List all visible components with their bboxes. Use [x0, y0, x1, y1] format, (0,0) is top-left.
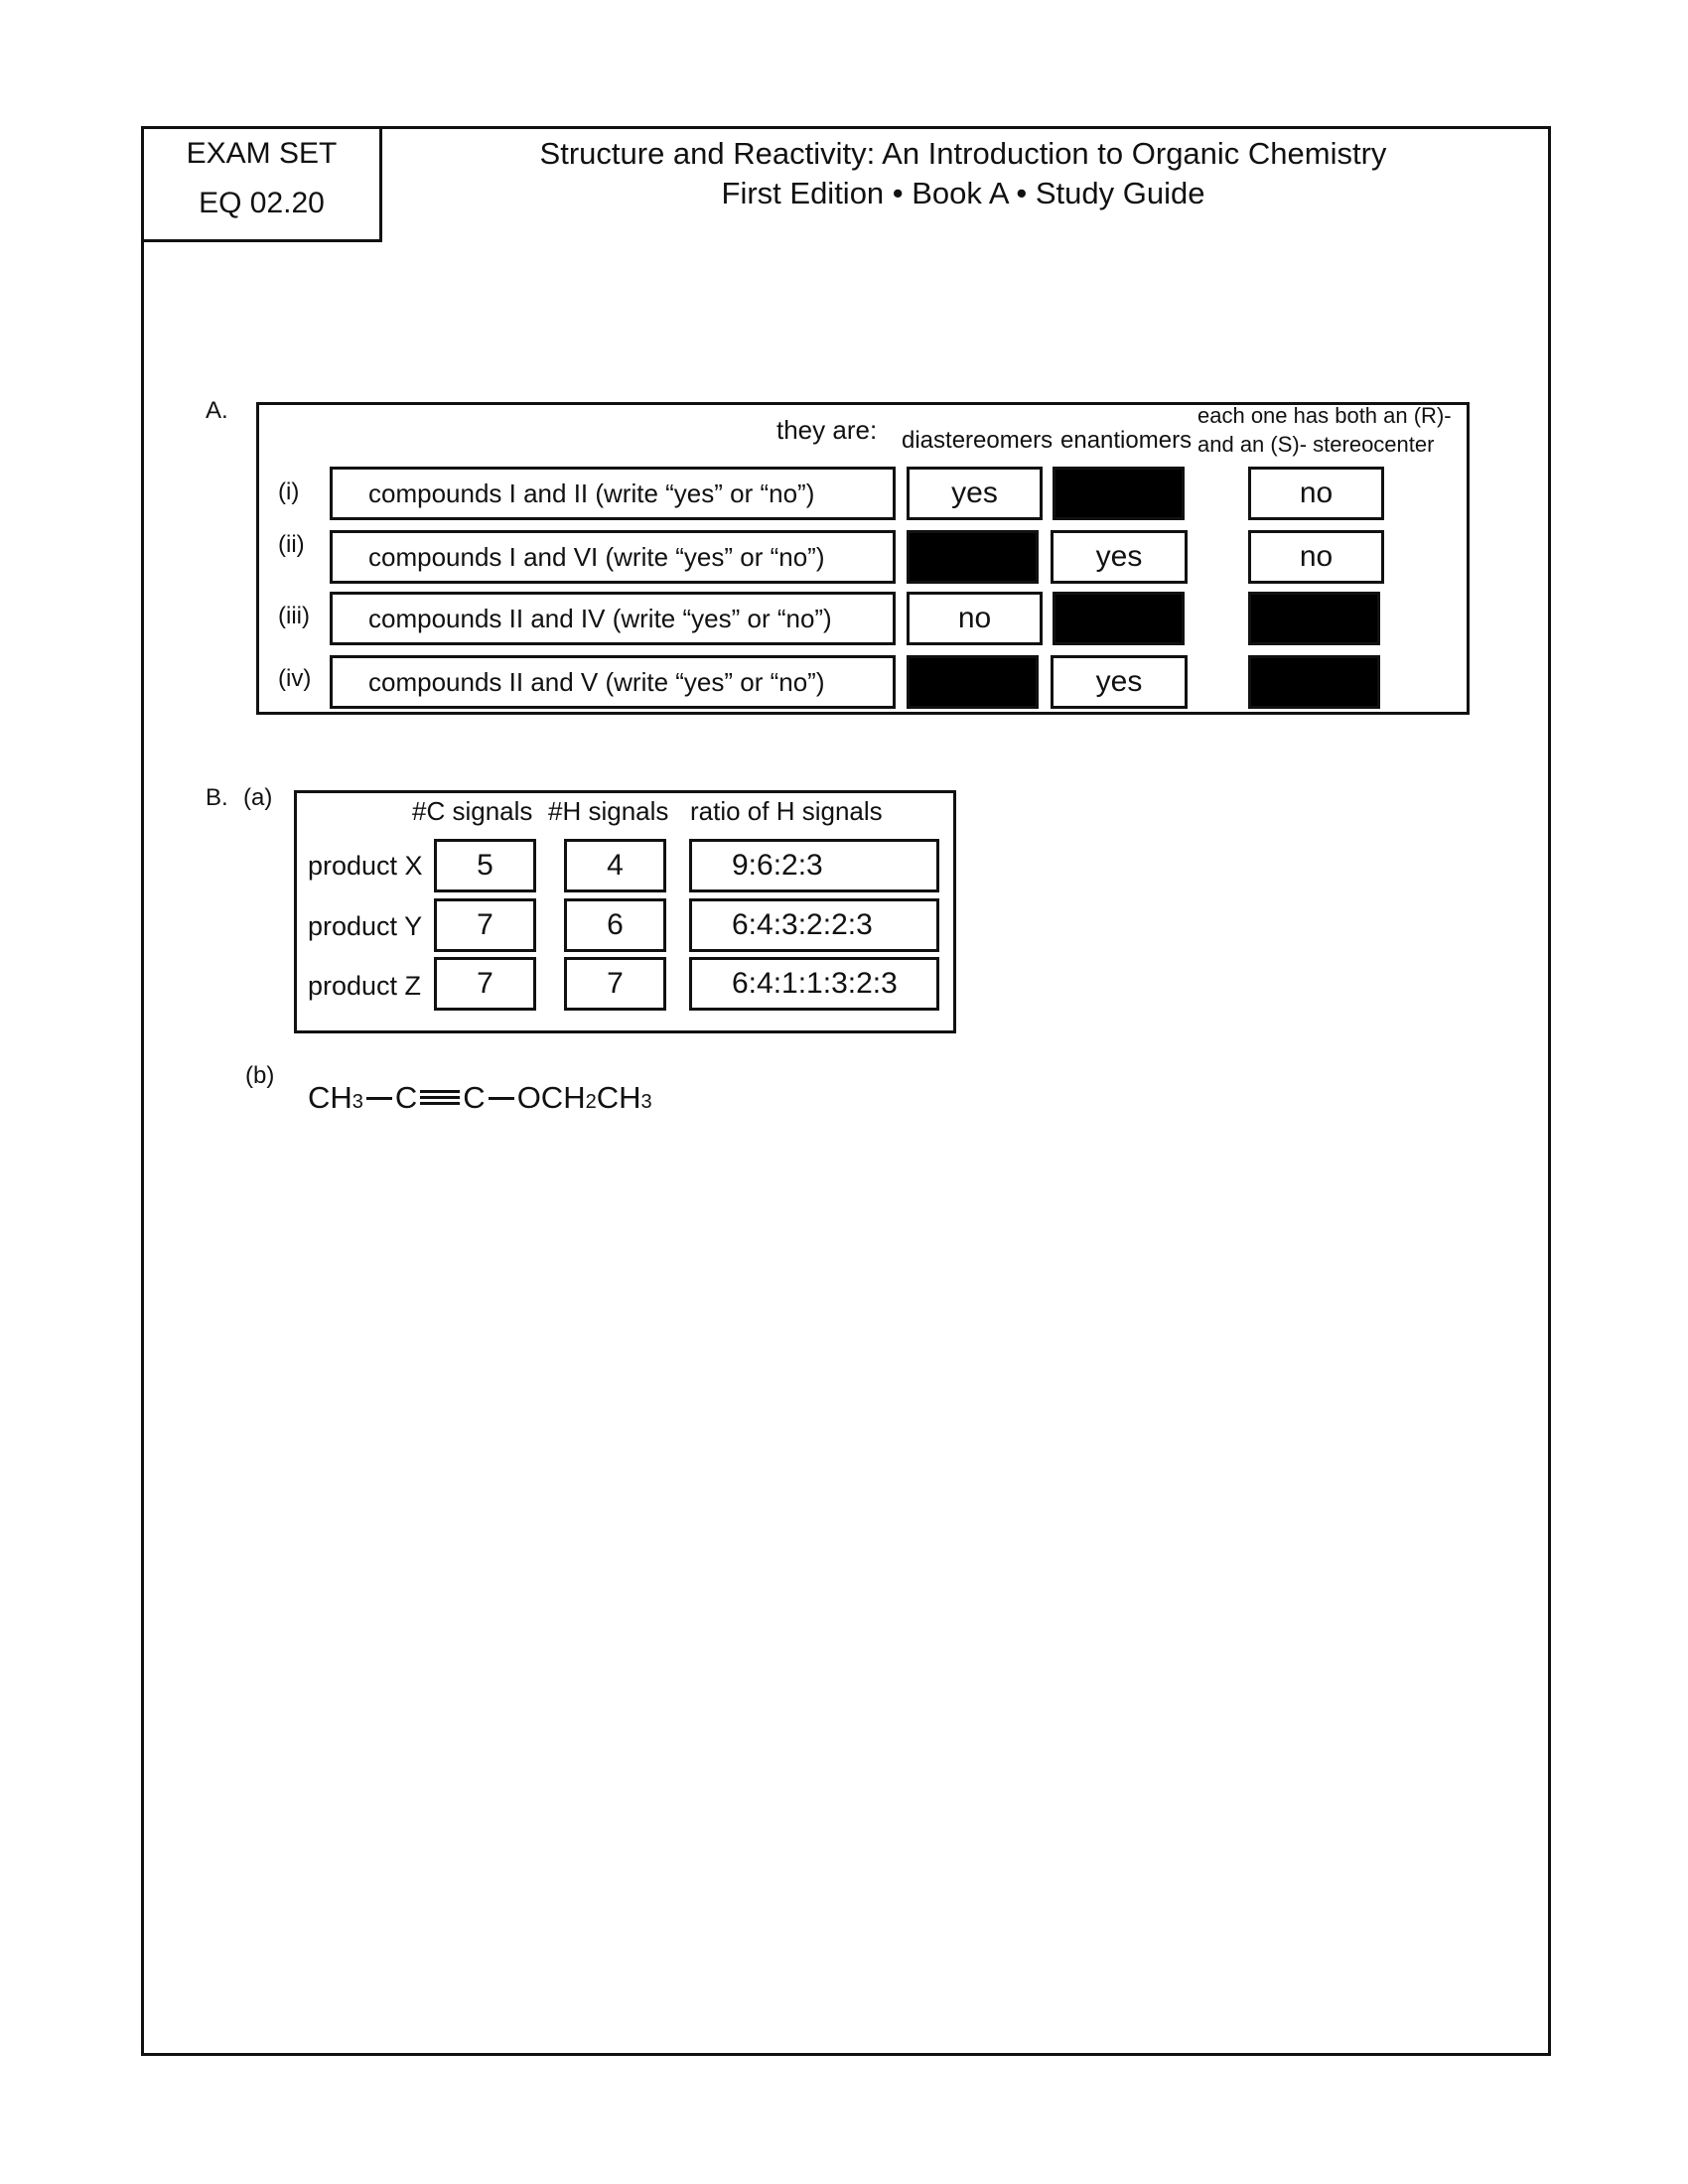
col-c-signals: #C signals [412, 796, 533, 826]
single-bond [489, 1097, 514, 1100]
h-signals-answer[interactable]: 4 [564, 839, 666, 892]
product-label: product Z [308, 971, 422, 1001]
h-signals-answer[interactable]: 6 [564, 898, 666, 952]
row-num: (i) [278, 478, 300, 505]
row-num: (ii) [278, 531, 305, 558]
col-enantiomers: enantiomers [1060, 427, 1193, 454]
col-h-signals: #H signals [548, 796, 669, 826]
diastereomers-answer[interactable]: no [907, 592, 1043, 645]
c-signals-answer[interactable]: 7 [434, 957, 536, 1011]
enantiomers-answer[interactable]: yes [1051, 530, 1188, 584]
blacked-out-cell [1053, 467, 1185, 520]
exam-set-box [141, 126, 382, 242]
book-title: Structure and Reactivity: An Introduction to Organic Chemistry [539, 136, 1387, 171]
blacked-out-cell [907, 655, 1039, 709]
triple-bond [420, 1090, 460, 1105]
question-box: compounds I and II (write “yes” or “no”) [330, 467, 896, 520]
part-a-label: A. [206, 397, 228, 424]
rs-answer[interactable]: no [1248, 530, 1384, 584]
book-edition: First Edition • Book A • Study Guide [721, 176, 1205, 210]
diastereomers-answer[interactable]: yes [907, 467, 1043, 520]
exam-code: EQ 02.20 [199, 187, 325, 219]
h-ratio-answer[interactable]: 9:6:2:3 [689, 839, 939, 892]
col-h-ratio: ratio of H signals [690, 796, 883, 826]
h-signals-answer[interactable]: 7 [564, 957, 666, 1011]
col-rs-line2: and an (S)- stereocenter [1197, 432, 1435, 457]
part-b-label: B. [206, 784, 228, 811]
question-box: compounds II and V (write “yes” or “no”) [330, 655, 896, 709]
blacked-out-cell [1248, 592, 1380, 645]
blacked-out-cell [1248, 655, 1380, 709]
question-box: compounds I and VI (write “yes” or “no”) [330, 530, 896, 584]
chemical-formula [308, 1080, 652, 1116]
formula-part: C [394, 1080, 418, 1115]
formula-part: CH [308, 1080, 352, 1115]
h-ratio-answer[interactable]: 6:4:3:2:2:3 [689, 898, 939, 952]
part-b-sub-a: (a) [243, 784, 273, 811]
formula-part: C [463, 1080, 486, 1115]
c-signals-answer[interactable]: 7 [434, 898, 536, 952]
row-num: (iv) [278, 665, 312, 692]
formula-part: CH [596, 1080, 641, 1115]
single-bond [366, 1097, 392, 1100]
product-label: product X [308, 851, 423, 881]
product-label: product Y [308, 911, 423, 941]
rs-answer[interactable]: no [1248, 467, 1384, 520]
they-are-label: they are: [776, 415, 878, 445]
question-box: compounds II and IV (write “yes” or “no”) [330, 592, 896, 645]
part-b-sub-b: (b) [245, 1062, 275, 1089]
exam-set-label: EXAM SET [186, 137, 338, 170]
h-ratio-answer[interactable]: 6:4:1:1:3:2:3 [689, 957, 939, 1011]
formula-subscript: 3 [640, 1091, 652, 1113]
row-num: (iii) [278, 603, 310, 629]
formula-part: OCH [516, 1080, 586, 1115]
formula-subscript: 3 [352, 1091, 363, 1113]
blacked-out-cell [1053, 592, 1185, 645]
enantiomers-answer[interactable]: yes [1051, 655, 1188, 709]
c-signals-answer[interactable]: 5 [434, 839, 536, 892]
col-rs-line1: each one has both an (R)- [1197, 403, 1452, 428]
col-diastereomers: diastereomers [902, 427, 1054, 454]
blacked-out-cell [907, 530, 1039, 584]
formula-subscript: 2 [585, 1091, 597, 1113]
